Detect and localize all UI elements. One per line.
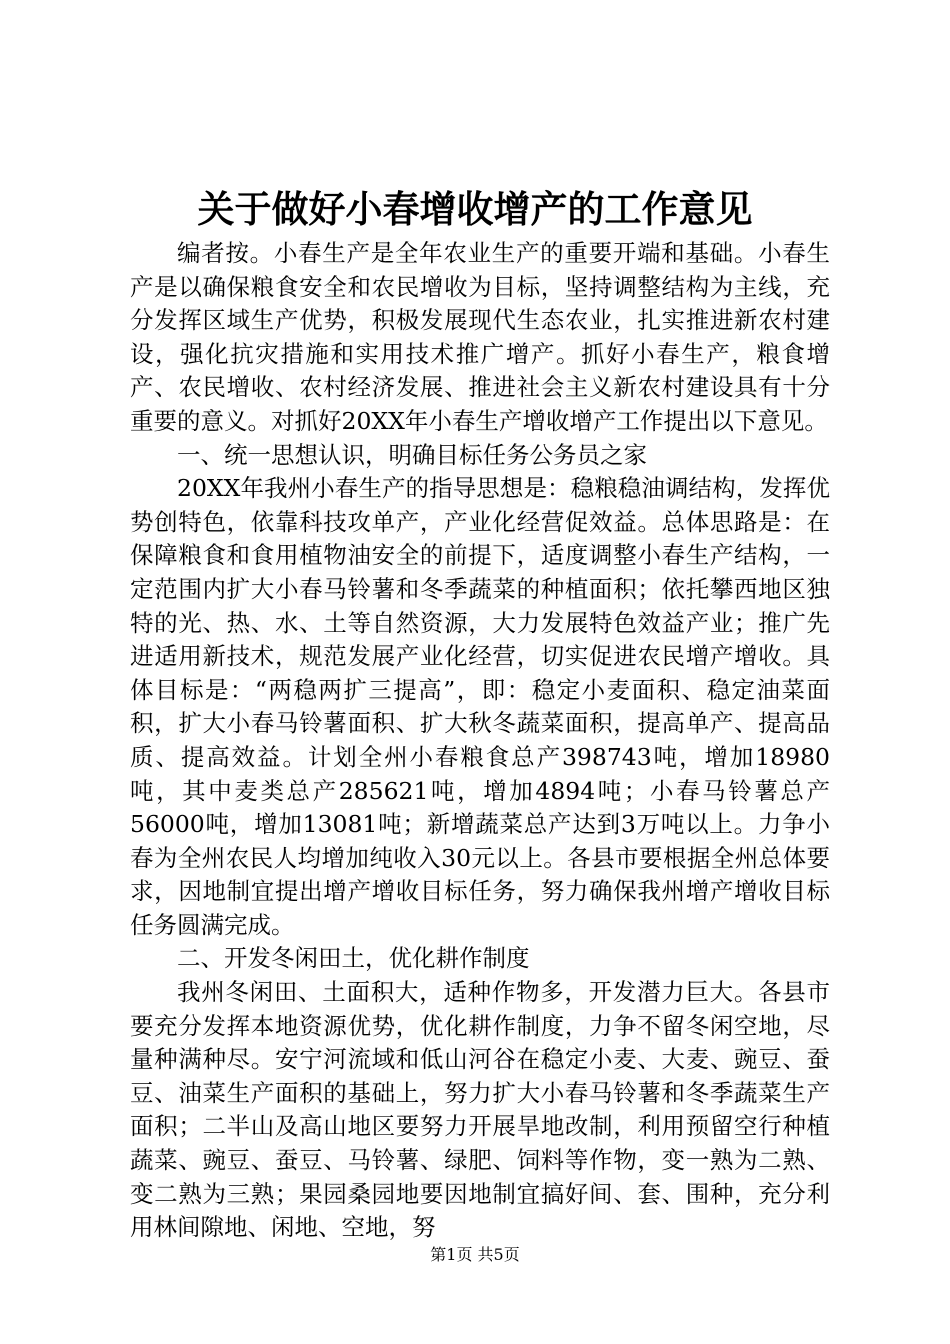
paragraph-section-2: 我州冬闲田、土面积大，适种作物多，开发潜力巨大。各县市要充分发挥本地资源优势，优化耕作制度，力争不留冬闲空地，尽量种满种尽。安宁河流域和低山河谷在稳定小麦、大麦、豌豆、蚕豆、油菜生产面积的基础上，努力扩大小春马铃薯和冬季蔬菜生产面积；二半山及高山地区要努力开展旱地改制，利用预留空行种植蔬菜、豌豆、蚕豆、马铃薯、绿肥、饲料等作物，变一熟为二熟、变二熟为三熟；果园桑园地要因地制宜搞好间、套、围种，充分利用林间隙地、闲地、空地，努	[130, 978, 830, 1242]
document-body	[130, 237, 830, 1245]
document-title: 关于做好小春增收增产的工作意见	[197, 187, 753, 231]
paragraph-section-1: 20XX年我州小春生产的指导思想是：稳粮稳油调结构，发挥优势创特色，依靠科技攻单产，产业化经营促效益。总体思路是：在保障粮食和食用植物油安全的前提下，适度调整小春生产结构，一定范围内扩大小春马铃薯和冬季蔬菜的种植面积；依托攀西地区独特的光、热、水、土等自然资源，大力发展特色效益产业；推广先进适用新技术，规范发展产业化经营，切实促进农民增产增收。具体目标是：“两稳两扩三提高”，即：稳定小麦面积、稳定油菜面积，扩大小春马铃薯面积、扩大秋冬蔬菜面积，提高单产、提高品质、提高效益。计划全州小春粮食总产398743吨，增加18980吨，其中麦类总产285621吨，增加4894吨；小春马铃薯总产56000吨，增加13081吨；新增蔬菜总产达到3万吨以上。力争小春为全州农民人均增加纯收入30元以上。各县市要根据全州总体要求，因地制宜提出增产增收目标任务，努力确保我州增产增收目标任务圆满完成。	[130, 474, 830, 939]
section-heading-2: 二、开发冬闲田土，优化耕作制度	[177, 944, 530, 973]
page-number-footer: 第1页 共5页	[430, 1245, 520, 1264]
paragraph-editor-note: 编者按。小春生产是全年农业生产的重要开端和基础。小春生产是以确保粮食安全和农民增收为目标，坚持调整结构为主线，充分发挥区域生产优势，积极发展现代生态农业，扎实推进新农村建设，强化抗灾措施和实用技术推广增产。抓好小春生产，粮食增产、农民增收、农村经济发展、推进社会主义新农村建设具有十分重要的意义。对抓好20XX年小春生产增收增产工作提出以下意见。	[130, 239, 830, 435]
section-heading-1: 一、统一思想认识，明确目标任务公务员之家	[177, 440, 647, 469]
